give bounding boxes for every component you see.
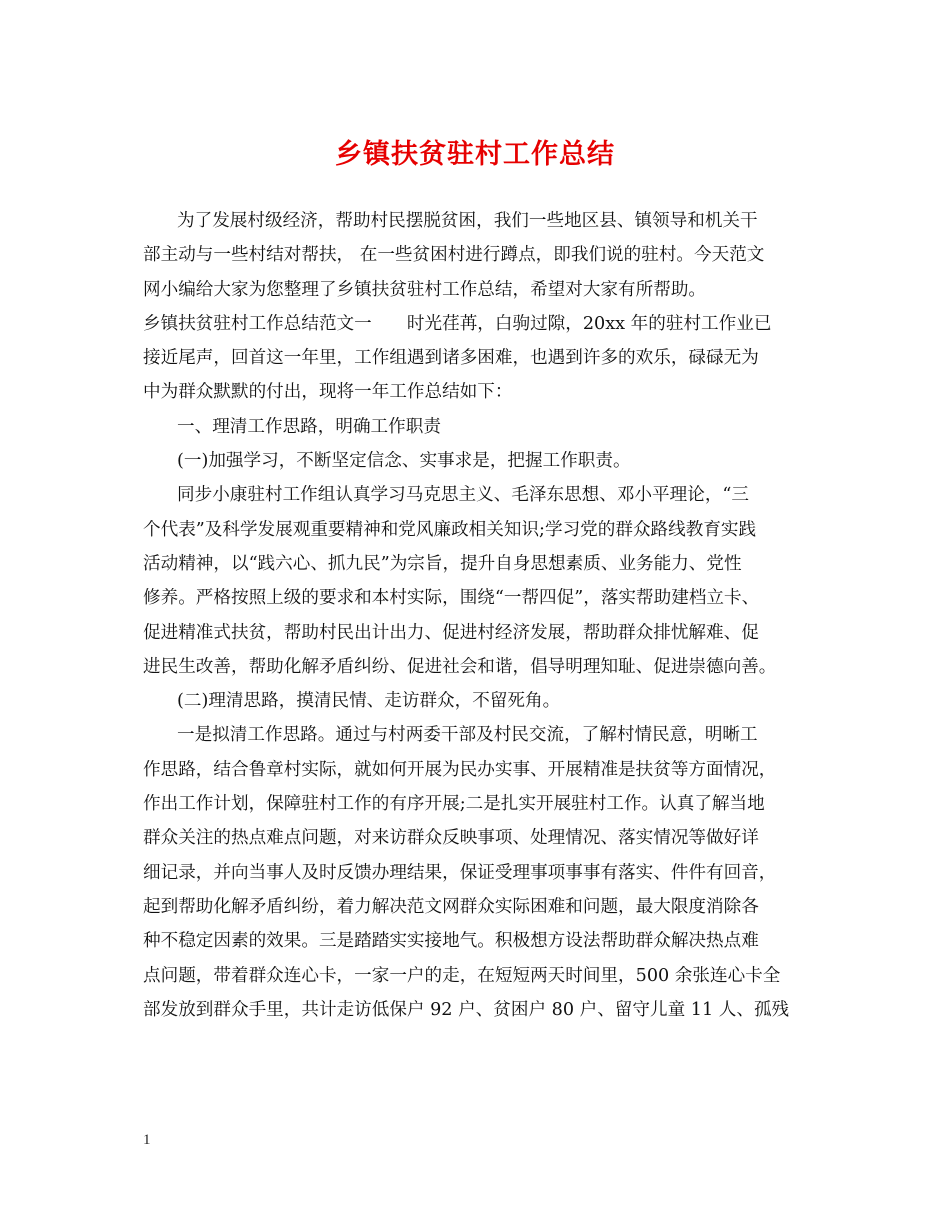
body-line: 为了发展村级经济，帮助村民摆脱贫困，我们一些地区县、镇领导和机关干 (177, 211, 758, 231)
body-line: 起到帮助化解矛盾纠纷，着力解决范文网群众实际困难和问题，最大限度消除各 (143, 896, 759, 917)
body-line: 个代表”及科学发展观重要精神和党风廉政相关知识;学习党的群众路线教育实践 (143, 519, 757, 540)
body-line: 点问题，带着群众连心卡，一家一户的走，在短短两天时间里，500 余张连心卡全 (143, 965, 781, 986)
body-line: 细记录，并向当事人及时反馈办理结果，保证受理事项事事有落实、件件有回音， (143, 862, 777, 883)
body-line: 进民生改善，帮助化解矛盾纠纷、促进社会和谐，倡导明理知耻、促进崇德向善。 (143, 656, 777, 677)
body-line: 种不稳定因素的效果。三是踏踏实实接地气。积极想方设法帮助群众解决热点难 (143, 931, 759, 952)
body-line: 作出工作计划，保障驻村工作的有序开展;二是扎实开展驻村工作。认真了解当地 (143, 794, 765, 815)
body-line: 网小编给大家为您整理了乡镇扶贫驻村工作总结，希望对大家有所帮助。 (143, 279, 707, 300)
body-line: 部发放到群众手里，共计走访低保户 92 户、贫困户 80 户、留守儿童 11 人、孤残 (143, 999, 790, 1020)
body-line: 部主动与一些村结对帮扶， 在一些贫困村进行蹲点，即我们说的驻村。今天范文 (143, 245, 765, 266)
section-heading: 一、理清工作思路，明确工作职责 (177, 416, 441, 437)
subsection-heading: (二)理清思路，摸清民情、走访群众，不留死角。 (177, 691, 561, 712)
body-line: 同步小康驻村工作组认真学习马克思主义、毛泽东思想、邓小平理论，“三 (177, 485, 749, 506)
document-body (143, 204, 813, 1027)
body-line: 乡镇扶贫驻村工作总结范文一 时光荏苒，白驹过隙，20xx 年的驻村工作业已 (143, 313, 772, 334)
subsection-heading: (一)加强学习，不断坚定信念、实事求是，把握工作职责。 (177, 451, 631, 472)
body-line: 作思路，结合鲁章村实际，就如何开展为民办实事、开展精准是扶贫等方面情况， (143, 759, 777, 780)
body-line: 促进精准式扶贫，帮助村民出计出力、促进村经济发展，帮助群众排忧解难、促 (143, 622, 759, 643)
body-line: 群众关注的热点难点问题，对来访群众反映事项、处理情况、落实情况等做好详 (143, 828, 759, 849)
page-number: 1 (143, 1132, 151, 1148)
body-line: 一是拟清工作思路。通过与村两委干部及村民交流，了解村情民意，明晰工 (177, 725, 758, 746)
body-line: 修养。严格按照上级的要求和本村实际，围绕“一帮四促”，落实帮助建档立卡、 (143, 588, 760, 609)
document-title: 乡镇扶贫驻村工作总结 (335, 139, 615, 170)
body-line: 中为群众默默的付出，现将一年工作总结如下： (143, 382, 513, 403)
body-line: 接近尾声，回首这一年里，工作组遇到诸多困难，也遇到许多的欢乐，碌碌无为 (143, 348, 759, 369)
body-line: 活动精神，以“践六心、抓九民”为宗旨，提升自身思想素质、业务能力、党性 (143, 553, 742, 574)
